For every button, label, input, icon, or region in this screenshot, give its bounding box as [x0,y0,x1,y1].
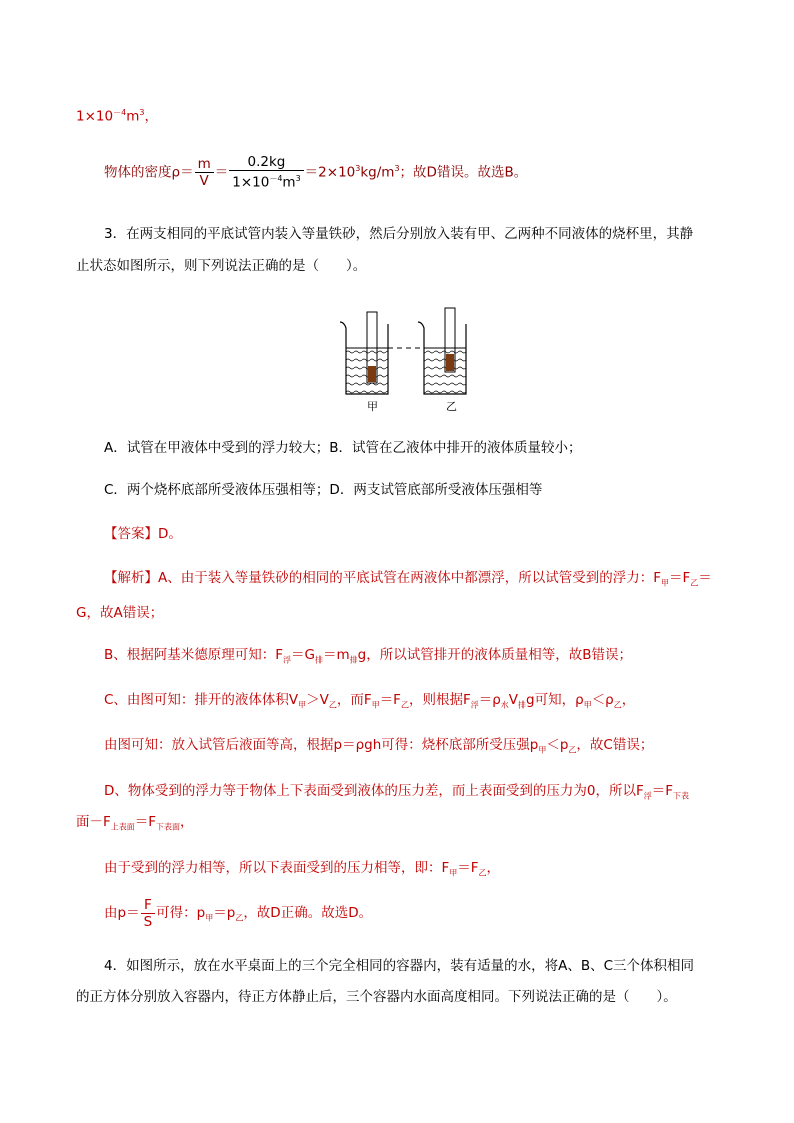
analysis-line-c: C、由图可知：排开的液体体积$V_甲>V_乙$，而$F_甲=F_乙$，则根据$F_浮=\rho_水V_排g$可知，$\rho_甲<\rho_乙$， [104,692,636,710]
volume-tail-line: $1\times 10^{-4}m^3$， [76,108,158,125]
q3-options-cd: C．两个烧杯底部所受液体压强相等；D．两支试管底部所受液体压强相等 [104,482,543,498]
f-over-s-fraction: $\frac{F}{S}$ [141,897,156,930]
beaker-right [418,322,466,394]
q4-stem-line2: 的正方体分别放入容器内，待正方体静止后，三个容器内水面高度相同。下列说法正确的是（ ）。 [76,989,677,1005]
q4-stem-line1: 4．如图所示，放在水平桌面上的三个完全相同的容器内，装有适量的水，将A、B、C三个体积相同 [104,958,695,974]
analysis-line-d: D、物体受到的浮力等于物体上下表面受到液体的压力差，而上表面受到的压力为0，所以$F_浮=F_{下表}$ [104,783,690,801]
beaker-left [340,322,388,394]
density-formula-line: 物体的密度ρ＝ $\frac{m}{V}$ ＝ $\frac{0.2kg}{1\times 10^{-4}m^3}$ $=2\times 10^3kg/m^3$；故D错误。故选B。 [104,154,528,191]
label-jia: 甲 [367,400,378,413]
analysis-line-b: B、根据阿基米德原理可知：$F_浮=G_排=m_排g$，所以试管排开的液体质量相等，故B错误； [104,647,632,665]
q3-options-ab: A．试管在甲液体中受到的浮力较大；B．试管在乙液体中排开的液体质量较小； [104,440,582,456]
test-tube-left [367,312,377,383]
label-yi: 乙 [446,400,457,413]
q3-stem-line2: 止状态如图所示，则下列说法正确的是（ ）。 [76,258,367,274]
analysis-line-d2: 面$-F_{上表面}=F_{下表面}$， [76,814,194,832]
m-over-v-fraction: $\frac{m}{V}$ [195,156,214,189]
analysis-line-c2: 由图可知：放入试管后液面等高，根据p＝ρgh可得：烧杯底部所受压强$p_甲<p_乙$，故C错误； [104,737,654,755]
beakers-figure [330,300,475,415]
test-tube-right [445,308,455,372]
density-value-fraction: $\frac{0.2kg}{1\times 10^{-4}m^3}$ [229,154,303,191]
analysis-line-d4: 由p＝ $\frac{F}{S}$ 可得：$p_甲=p_乙$，故D正确。故选D。 [104,896,373,930]
analysis-line-d3: 由于受到的浮力相等，所以下表面受到的压力相等，即：$F_甲=F_乙$， [104,860,501,878]
analysis-line1: 【解析】A、由于装入等量铁砂的相同的平底试管在两液体中都漂浮，所以试管受到的浮力：$F_甲=F_乙=$ [104,570,712,588]
analysis-line2: G，故A错误； [76,605,164,621]
q3-answer: 【答案】D。 [104,526,182,542]
q3-stem-line1: 3．在两支相同的平底试管内装入等量铁砂，然后分别放入装有甲、乙两种不同液体的烧杯里，其静 [104,226,694,242]
